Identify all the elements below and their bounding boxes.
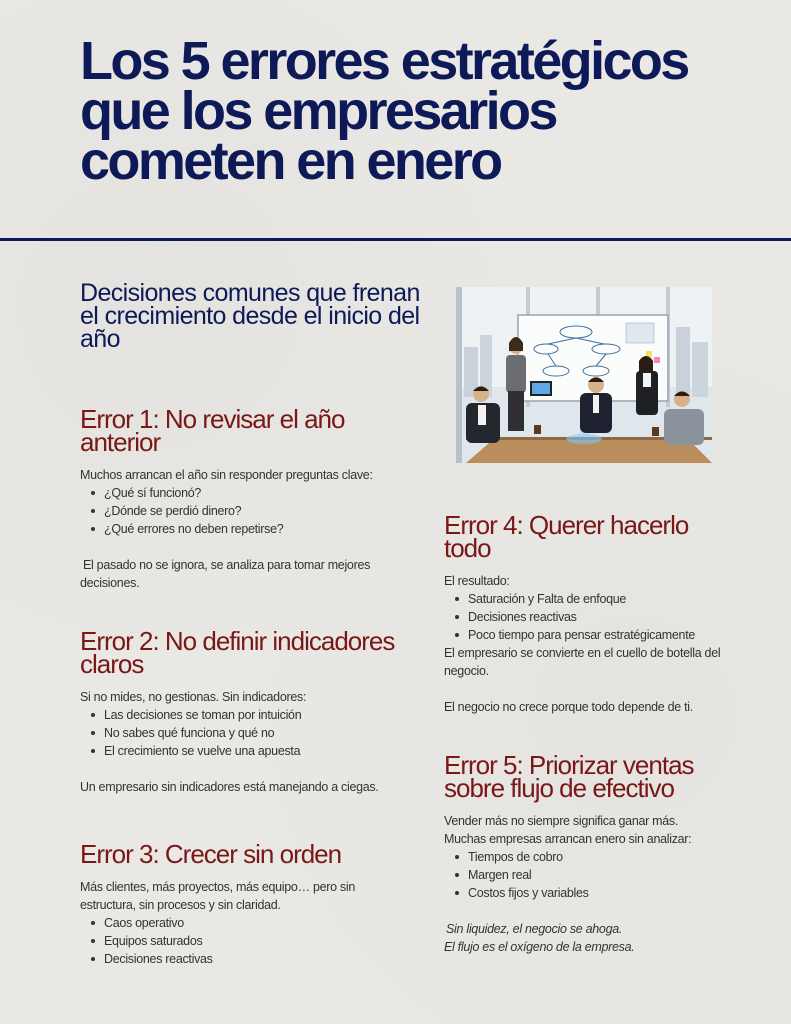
- list-item: Costos fijos y variables: [468, 884, 744, 902]
- error-2-intro: Si no mides, no gestionas. Sin indicadores:: [80, 690, 307, 704]
- error-5-bullets: [444, 848, 744, 902]
- error-3-intro: Más clientes, más proyectos, más equipo… pero sin estructura, sin procesos y sin claridad.: [80, 880, 356, 912]
- error-2-section: [80, 626, 420, 796]
- error-5-section: [444, 750, 744, 956]
- error-4-after: El empresario se convierte en el cuello de botella del negocio.: [444, 646, 721, 678]
- list-item: El crecimiento se vuelve una apuesta: [104, 742, 420, 760]
- list-item: ¿Dónde se perdió dinero?: [104, 502, 420, 520]
- error-4-closing: El negocio no crece porque todo depende de ti.: [444, 700, 693, 714]
- error-4-intro: El resultado:: [444, 574, 510, 588]
- list-item: Saturación y Falta de enfoque: [468, 590, 734, 608]
- error-5-intro-2: Muchas empresas arrancan enero sin analizar:: [444, 832, 692, 846]
- list-item: Margen real: [468, 866, 744, 884]
- list-item: Caos operativo: [104, 914, 420, 932]
- list-item: Poco tiempo para pensar estratégicamente: [468, 626, 734, 644]
- title-divider: [0, 238, 791, 241]
- error-5-closing-2: El flujo es el oxígeno de la empresa.: [444, 940, 635, 954]
- error-4-title: Error 4: Querer hacerlo todo: [444, 510, 689, 563]
- error-4-section: [444, 510, 734, 716]
- error-1-closing: El pasado no se ignora, se analiza para tomar mejores decisiones.: [80, 558, 371, 590]
- error-1-bullets: [80, 484, 420, 538]
- meeting-illustration-icon: [456, 287, 712, 463]
- error-3-bullets: [80, 914, 420, 968]
- error-3-title: Error 3: Crecer sin orden: [80, 839, 342, 869]
- error-3-section: [80, 839, 420, 968]
- page-title: Los 5 errores estratégicos que los empresarios cometen en enero: [80, 31, 688, 191]
- error-5-title: Error 5: Priorizar ventas sobre flujo de efectivo: [444, 750, 694, 803]
- list-item: Equipos saturados: [104, 932, 420, 950]
- error-2-title: Error 2: No definir indicadores claros: [80, 626, 395, 679]
- error-1-section: [80, 404, 420, 592]
- list-item: No sabes qué funciona y qué no: [104, 724, 420, 742]
- list-item: Las decisiones se toman por intuición: [104, 706, 420, 724]
- error-4-bullets: [444, 590, 734, 644]
- error-2-closing: Un empresario sin indicadores está manejando a ciegas.: [80, 780, 379, 794]
- error-5-intro-1: Vender más no siempre significa ganar más.: [444, 814, 679, 828]
- business-meeting-photo: [456, 287, 712, 463]
- list-item: Decisiones reactivas: [468, 608, 734, 626]
- list-item: Tiempos de cobro: [468, 848, 744, 866]
- list-item: Decisiones reactivas: [104, 950, 420, 968]
- page-subtitle: Decisiones comunes que frenan el crecimiento desde el inicio del año: [80, 279, 420, 353]
- error-1-title: Error 1: No revisar el año anterior: [80, 404, 345, 457]
- error-1-intro: Muchos arrancan el año sin responder preguntas clave:: [80, 468, 373, 482]
- list-item: ¿Qué errores no deben repetirse?: [104, 520, 420, 538]
- list-item: ¿Qué sí funcionó?: [104, 484, 420, 502]
- error-5-closing-1: Sin liquidez, el negocio se ahoga.: [446, 922, 623, 936]
- error-2-bullets: [80, 706, 420, 760]
